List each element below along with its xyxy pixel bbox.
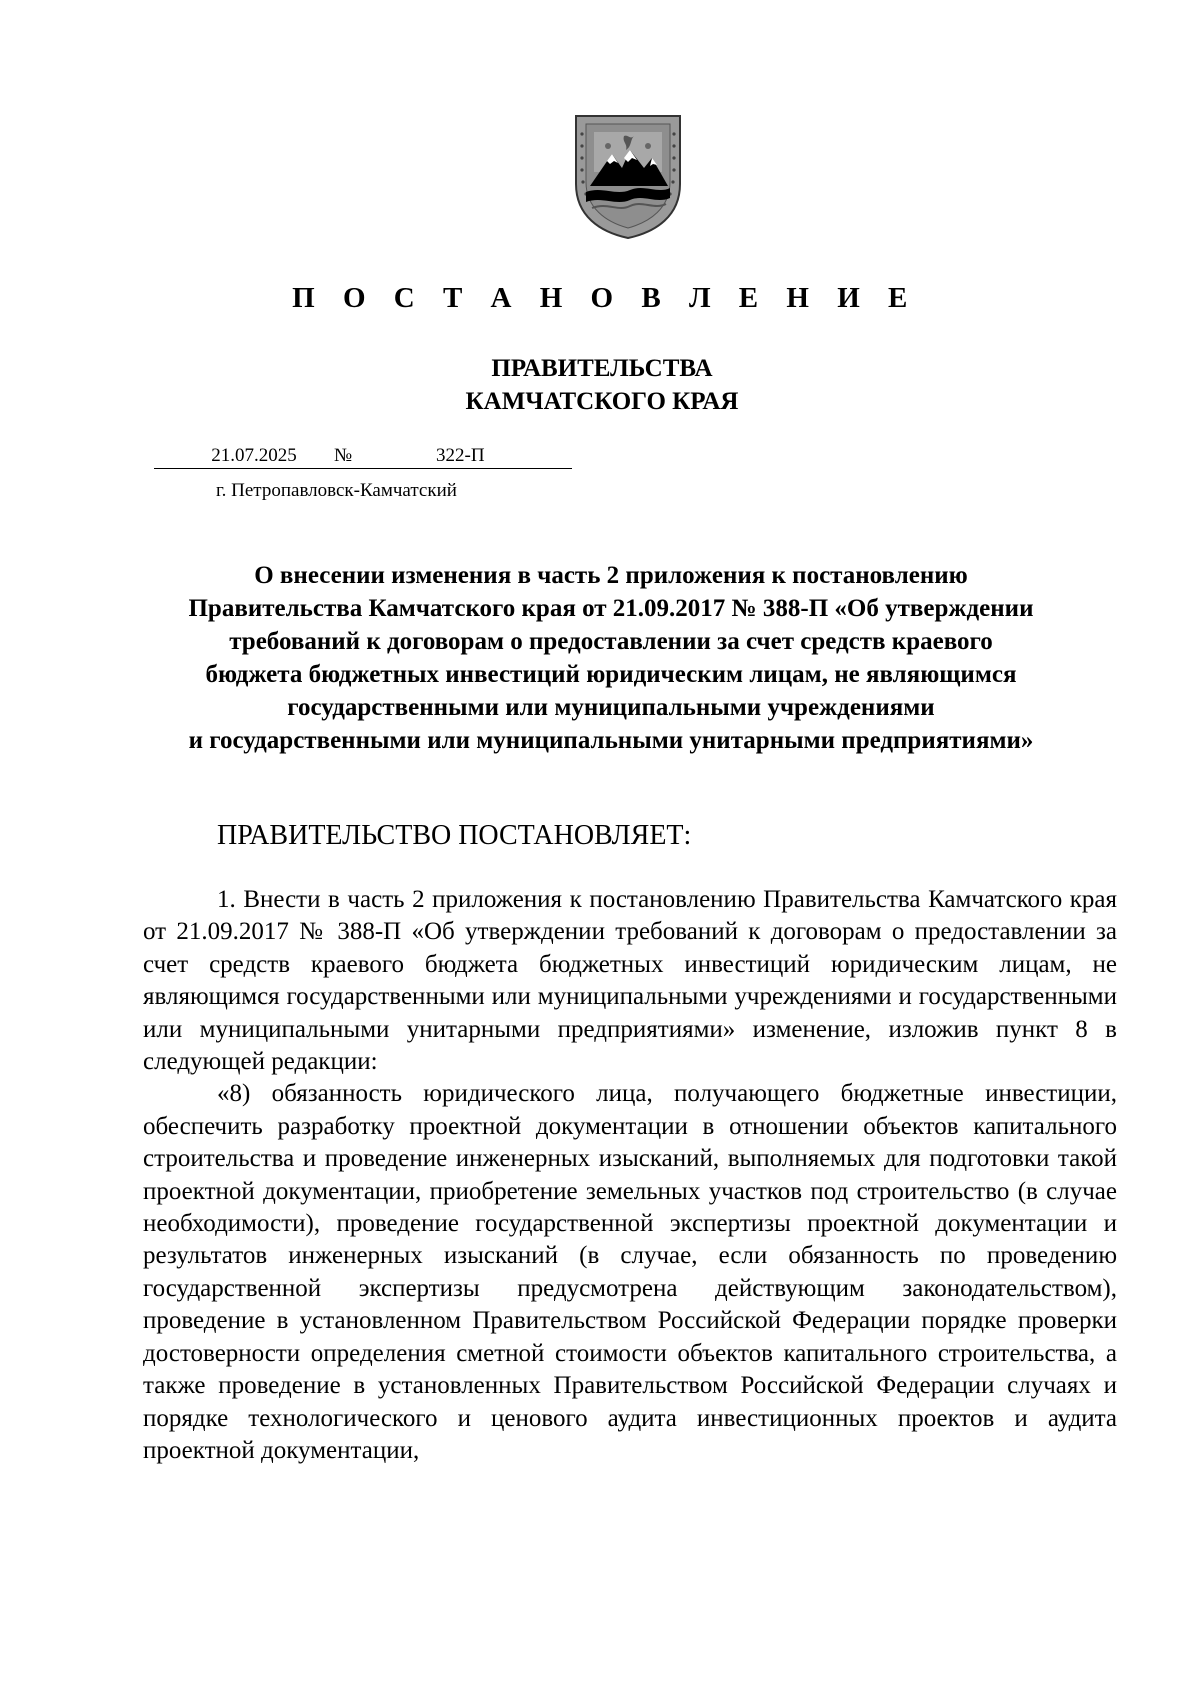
document-body <box>143 884 1117 1467</box>
issuer-block <box>0 352 1200 418</box>
subject-line: О внесении изменения в часть 2 приложения к постановлению <box>254 562 968 589</box>
subject-line: Правительства Камчатского края от 21.09.2017 № 388-П «Об утверждении <box>188 595 1034 622</box>
city-of-issue: г. Петропавловск-Камчатский <box>216 480 457 501</box>
subject-line: и государственными или муниципальными унитарными предприятиями» <box>188 727 1034 754</box>
decree-phrase: ПРАВИТЕЛЬСТВО ПОСТАНОВЛЯЕТ: <box>217 820 692 851</box>
body-paragraph: «8) обязанность юридического лица, получающего бюджетные инвестиции, обеспечить разработку проектной документации в отношении объектов капитального строительства и проведение инженерных изысканий, выполняемых для подготовки такой проектной документации, приобретение земельных участков под строительство (в случае необходимости), проведение государственной экспертизы проектной документации и результатов инженерных изысканий (в случае, если обязанность по проведению государственной экспертизы предусмотрена действующим законодательством), проведение в установленном Правительством Российской Федерации порядке проверки достоверности определения сметной стоимости объектов капитального строительства, а также проведение в установленных Правительством Российской Федерации случаях и порядке технологического и ценового аудита инвестиционных проектов и аудита проектной документации, <box>143 1080 1117 1464</box>
number-sign: № <box>334 444 358 469</box>
document-date: 21.07.2025 <box>154 444 334 469</box>
body-paragraph: 1. Внести в часть 2 приложения к постановлению Правительства Камчатского края от 21.09.2017 № 388-П «Об утверждении требований к договорам о предоставлении за счет средств краевого бюджета бюджетных инвестиций юридическим лицам, не являющимся государственными или муниципальными учреждениями и государственными или муниципальными унитарными предприятиями» изменение, изложив пункт 8 в следующей редакции: <box>143 886 1117 1076</box>
subject-line: государственными или муниципальными учреждениями <box>287 694 935 721</box>
kamchatka-coat-of-arms-icon <box>572 112 684 240</box>
issuer-line: ПРАВИТЕЛЬСТВА <box>491 355 713 382</box>
document-type-title: П О С Т А Н О В Л Е Н И Е <box>292 282 918 314</box>
subject-line: бюджета бюджетных инвестиций юридическим лицам, не являющимся <box>205 661 1017 688</box>
document-subject <box>100 559 1100 757</box>
document-number: 322-П <box>358 444 572 469</box>
issuer-line: КАМЧАТСКОГО КРАЯ <box>465 388 739 415</box>
subject-line: требований к договорам о предоставлении за счет средств краевого <box>229 628 993 655</box>
